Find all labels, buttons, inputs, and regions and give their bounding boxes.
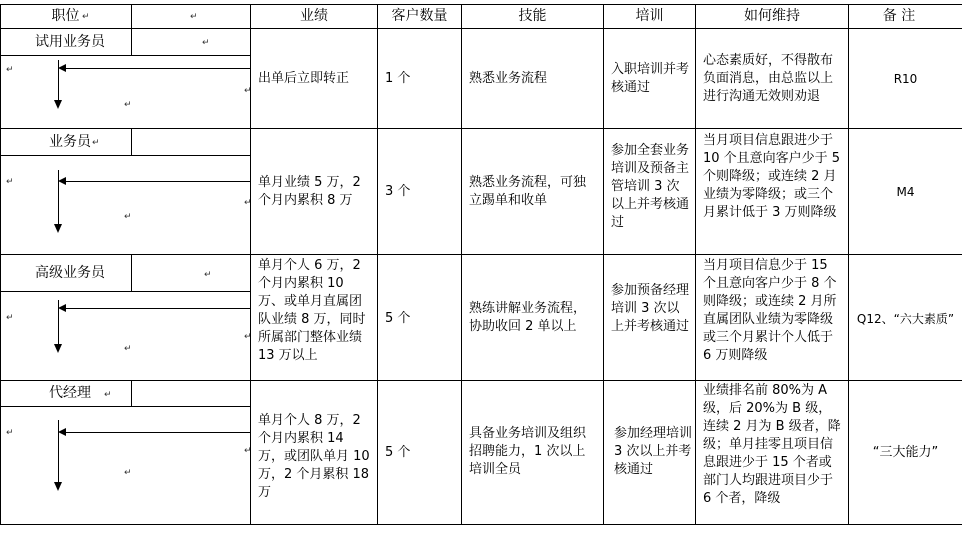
maintain-cell: 业绩排名前 80%为 A 级，后 20%为 B 级，连续 2 月为 B 级者，降级；单月挂零且项目信息跟进少于 15 个者或部门人均跟进项目少于 6 个者，降级 bbox=[703, 383, 841, 506]
training-cell: 参加经理培训 3 次以上并考核通过 bbox=[614, 426, 693, 477]
paragraph-mark: ↵ bbox=[6, 313, 14, 323]
skills-cell: 具备业务培训及组织招聘能力，1 次以上培训全员 bbox=[469, 426, 587, 477]
paragraph-mark: ↵ bbox=[244, 446, 252, 456]
header-performance: 业绩 bbox=[300, 8, 328, 24]
paragraph-mark: ↵ bbox=[244, 86, 252, 96]
paragraph-mark: ↵ bbox=[244, 198, 252, 208]
header-maintain: 如何维持 bbox=[744, 8, 800, 24]
performance-cell: 单月个人 8 万，2 个月内累积 14 万，或团队单月 10 万，2 个月累积 18 万 bbox=[258, 413, 370, 500]
paragraph-mark: ↵ bbox=[190, 12, 198, 22]
clients-cell: 3 个 bbox=[385, 184, 411, 199]
paragraph-mark: ↵ bbox=[6, 428, 14, 438]
training-cell: 参加全套业务培训及预备主管培训 3 次以上并考核通过 bbox=[611, 143, 690, 230]
paragraph-mark: ↵ bbox=[202, 38, 210, 48]
arrow-line bbox=[62, 68, 250, 69]
training-cell: 入职培训并考核通过 bbox=[611, 62, 690, 95]
arrow-head-left bbox=[58, 304, 66, 312]
arrow-head-down bbox=[54, 224, 62, 233]
position-label: 代经理 bbox=[49, 385, 91, 401]
paragraph-mark: ↵ bbox=[104, 390, 112, 400]
performance-cell: 出单后立即转正 bbox=[258, 71, 350, 86]
arrow-head-left bbox=[58, 64, 66, 72]
paragraph-mark: ↵ bbox=[204, 270, 212, 280]
paragraph-mark: ↵ bbox=[92, 138, 100, 148]
maintain-cell: 心态素质好，不得散布负面消息，由总监以上进行沟通无效则劝退 bbox=[703, 53, 834, 104]
notes-cell: “三大能力” bbox=[872, 445, 939, 460]
arrow-head-down bbox=[54, 482, 62, 491]
paragraph-mark: ↵ bbox=[124, 100, 132, 110]
training-cell: 参加预备经理培训 3 次以上并考核通过 bbox=[611, 283, 690, 334]
paragraph-mark: ↵ bbox=[6, 177, 14, 187]
paragraph-mark: ↵ bbox=[82, 12, 90, 22]
clients-cell: 5 个 bbox=[385, 445, 411, 460]
arrow-head-down bbox=[54, 100, 62, 109]
skills-cell: 熟悉业务流程，可独立踢单和收单 bbox=[469, 175, 587, 208]
paragraph-mark: ↵ bbox=[124, 344, 132, 354]
arrow-line bbox=[58, 300, 59, 346]
arrow-head-left bbox=[58, 428, 66, 436]
paragraph-mark: ↵ bbox=[124, 212, 132, 222]
header-skills: 技能 bbox=[518, 8, 547, 24]
arrow-line bbox=[58, 60, 59, 102]
arrow-line bbox=[62, 432, 250, 433]
arrow-line bbox=[58, 170, 59, 226]
notes-cell: R10 bbox=[893, 72, 918, 86]
clients-cell: 5 个 bbox=[385, 311, 411, 326]
header-position: 职位 bbox=[51, 8, 80, 24]
clients-cell: 1 个 bbox=[385, 71, 411, 86]
arrow-head-down bbox=[54, 344, 62, 353]
header-training: 培训 bbox=[635, 8, 664, 24]
skills-cell: 熟练讲解业务流程，协助收回 2 单以上 bbox=[469, 301, 587, 334]
header-clients: 客户数量 bbox=[391, 8, 448, 24]
paragraph-mark: ↵ bbox=[124, 468, 132, 478]
maintain-cell: 当月项目信息跟进少于 10 个且意向客户少于 5 个则降级；或连续 2 月业绩为零降级；或三个月累计低于 3 万则降级 bbox=[703, 133, 841, 220]
arrow-line bbox=[62, 308, 250, 309]
arrow-head-left bbox=[58, 177, 66, 185]
notes-cell: Q12、“六大素质” bbox=[856, 312, 955, 326]
paragraph-mark: ↵ bbox=[6, 65, 14, 75]
arrow-line bbox=[62, 181, 250, 182]
skills-cell: 熟悉业务流程 bbox=[469, 71, 548, 86]
arrow-line bbox=[58, 420, 59, 484]
maintain-cell: 当月项目信息少于 15 个且意向客户少于 8 个则降级；或连续 2 月所直属团队业绩为零降级或三个月累计个人低于 6 万则降级 bbox=[703, 258, 837, 363]
paragraph-mark: ↵ bbox=[244, 332, 252, 342]
position-label: 试用业务员 bbox=[35, 34, 105, 50]
performance-cell: 单月业绩 5 万，2 个月内累积 8 万 bbox=[258, 175, 361, 208]
header-notes: 备 注 bbox=[882, 8, 916, 24]
position-label: 高级业务员 bbox=[35, 265, 105, 281]
notes-cell: M4 bbox=[896, 185, 915, 199]
position-label: 业务员 bbox=[49, 134, 91, 150]
performance-cell: 单月个人 6 万，2 个月内累积 10 万、或单月直属团队业绩 8 万，同时所属部门整体业绩 13 万以上 bbox=[258, 258, 366, 363]
